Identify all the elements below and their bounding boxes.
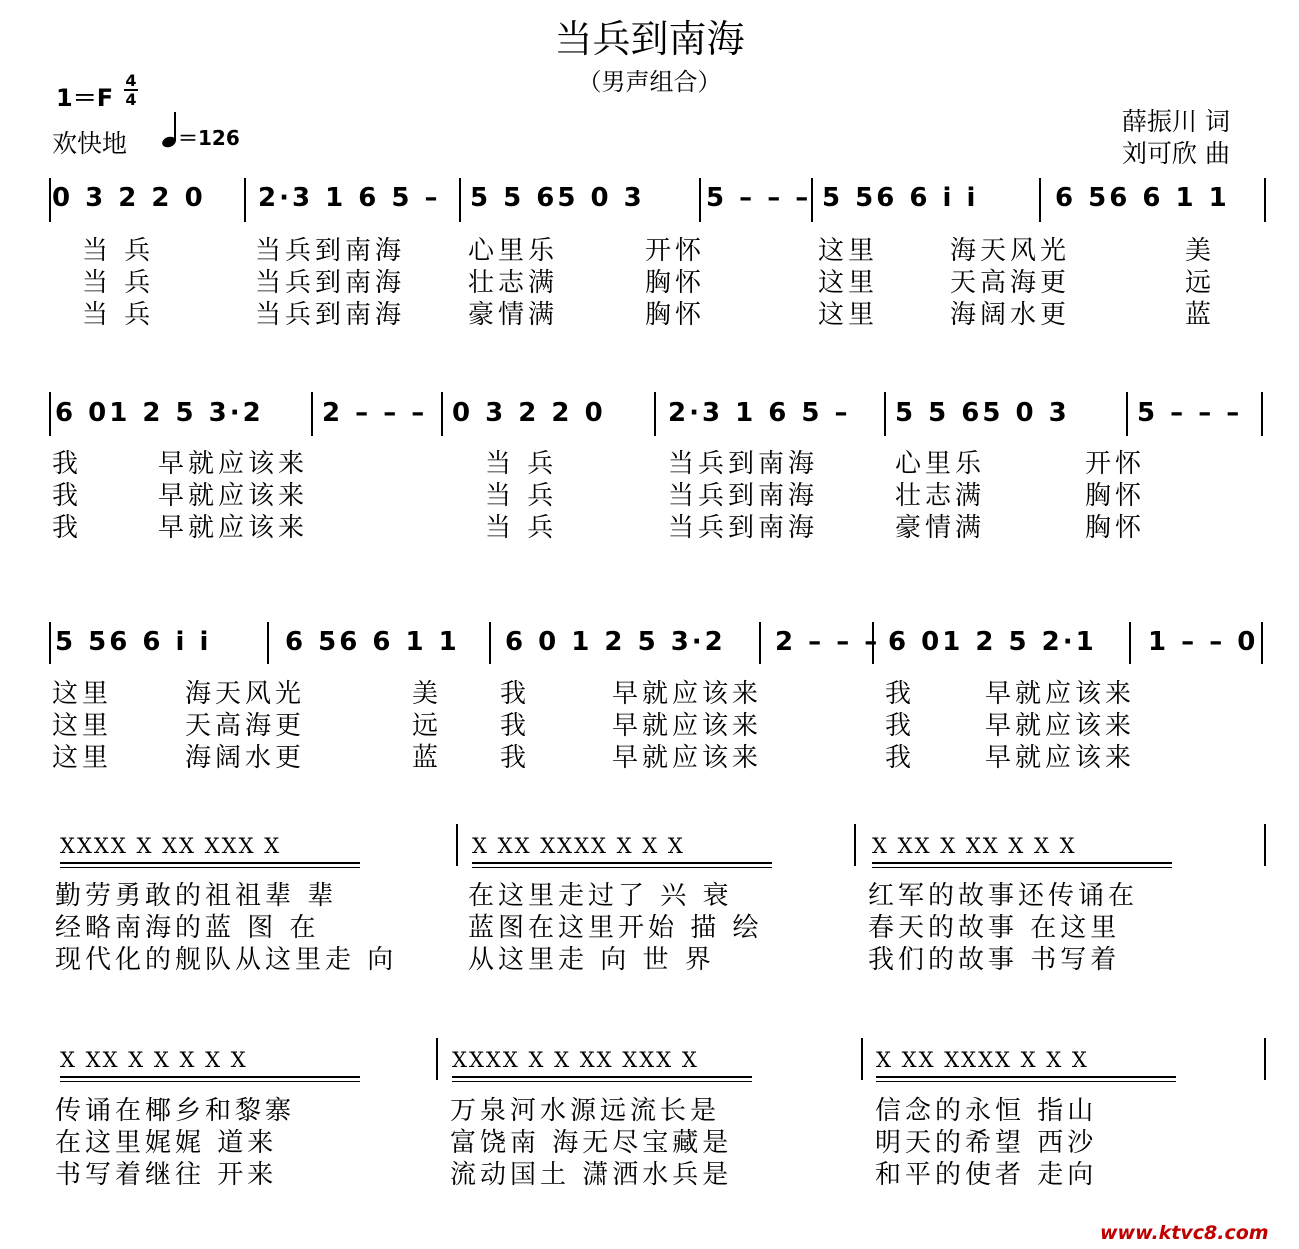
lyric-segment: 心里乐	[895, 449, 986, 479]
lyric-segment: 在这里娓娓 道来	[55, 1128, 278, 1158]
underline-beam	[452, 1076, 752, 1082]
measure-notes: 6 01 2 5 3·2	[55, 398, 264, 428]
lyric-segment: 我	[885, 743, 916, 773]
lyric-segment: 壮志满	[895, 481, 986, 511]
measure-notes: 5 – – –	[706, 183, 812, 213]
meter-top: 4	[125, 71, 137, 90]
lyric-segment: 胸怀	[645, 268, 706, 298]
lyric-segment: 这里	[52, 711, 113, 741]
lyric-segment: 我	[885, 679, 916, 709]
lyric-segment: 早就应该来	[158, 449, 309, 479]
lyric-segment: 当 兵	[82, 300, 155, 330]
key-signature: 1＝F	[56, 84, 114, 112]
composer-credit: 刘可欣 曲	[1122, 139, 1230, 168]
lyric-segment: 蓝	[412, 743, 443, 773]
lyric-segment: 明天的希望 西沙	[875, 1128, 1098, 1158]
lyric-segment: 我	[500, 679, 531, 709]
measure-notes: 6 56 6 1 1	[1055, 183, 1230, 213]
measure-notes: 6 0 1 2 5 3·2	[505, 627, 726, 657]
lyric-segment: 壮志满	[468, 268, 559, 298]
lyric-segment: 我	[52, 449, 83, 479]
lyric-segment: 蓝	[1185, 300, 1216, 330]
measure-notes: 0 3 2 2 0	[52, 183, 206, 213]
lyric-segment: 胸怀	[1085, 513, 1146, 543]
lyric-segment: 早就应该来	[158, 481, 309, 511]
lyric-segment: 当兵到南海	[255, 300, 406, 330]
underline-beam	[876, 1076, 1176, 1082]
lyric-segment: 当兵到南海	[668, 481, 819, 511]
page-title: 当兵到南海	[554, 17, 745, 61]
lyric-segment: 书写着继往 开来	[55, 1160, 278, 1190]
measure-notes: 2 – – –	[322, 398, 428, 428]
lyric-segment: 现代化的舰队从这里走 向	[55, 945, 398, 975]
subtitle: （男声组合）	[577, 68, 722, 96]
measure-notes: 5 56 6 i i	[822, 183, 979, 213]
lyric-segment: 在这里走过了 兴 衰	[468, 881, 733, 911]
lyric-segment: 勤劳勇敢的祖祖辈 辈	[55, 881, 338, 911]
lyric-segment: 胸怀	[645, 300, 706, 330]
lyric-segment: 胸怀	[1085, 481, 1146, 511]
lyric-segment: 天高海更	[185, 711, 306, 741]
lyric-segment: 我	[500, 711, 531, 741]
measure-notes: 0 3 2 2 0	[452, 398, 606, 428]
lyric-segment: 从这里走 向 世 界	[468, 945, 715, 975]
lyric-segment: 早就应该来	[612, 743, 763, 773]
lyric-segment: 当兵到南海	[255, 268, 406, 298]
lyric-segment: 这里	[52, 743, 113, 773]
lyric-segment: 我们的故事 书写着	[868, 945, 1121, 975]
tempo-value: ＝126	[178, 126, 240, 150]
lyric-segment: 我	[885, 711, 916, 741]
measure-notes: 2·3 1 6 5 –	[668, 398, 851, 428]
measure-notes: X XX X XX X X X	[872, 834, 1077, 858]
lyric-segment: 早就应该来	[985, 711, 1136, 741]
time-signature	[124, 72, 138, 108]
lyric-segment: 当 兵	[485, 481, 558, 511]
measure-notes: 2 – – –	[775, 627, 881, 657]
lyric-segment: 当兵到南海	[668, 449, 819, 479]
lyric-segment: 经略南海的蓝 图 在	[55, 913, 320, 943]
lyric-segment: 海阔水更	[185, 743, 306, 773]
measure-notes: X XX XXXX X X X	[876, 1048, 1089, 1072]
measure-notes: 1 – – 0	[1148, 627, 1259, 657]
lyric-segment: 心里乐	[468, 236, 559, 266]
underline-beam	[60, 862, 360, 868]
measure-notes: 5 – – –	[1137, 398, 1243, 428]
lyric-segment: 早就应该来	[612, 711, 763, 741]
lyric-segment: 红军的故事还传诵在	[868, 881, 1139, 911]
lyric-segment: 远	[412, 711, 443, 741]
measure-notes: 6 01 2 5 2·1	[888, 627, 1097, 657]
lyric-segment: 我	[52, 481, 83, 511]
lyric-segment: 当 兵	[485, 513, 558, 543]
measure-notes: 6 56 6 1 1	[285, 627, 460, 657]
lyric-segment: 开怀	[1085, 449, 1146, 479]
lyric-segment: 富饶南 海无尽宝藏是	[450, 1128, 733, 1158]
lyricist-credit: 薛振川 词	[1122, 107, 1230, 136]
lyric-segment: 开怀	[645, 236, 706, 266]
lyric-segment: 当兵到南海	[255, 236, 406, 266]
lyric-segment: 我	[52, 513, 83, 543]
lyric-segment: 当 兵	[485, 449, 558, 479]
lyric-segment: 美	[412, 679, 443, 709]
lyric-segment: 早就应该来	[612, 679, 763, 709]
lyric-segment: 和平的使者 走向	[875, 1160, 1098, 1190]
measure-notes: X XX X X X X X	[60, 1048, 248, 1072]
underline-beam	[60, 1076, 360, 1082]
lyric-segment: 天高海更	[950, 268, 1071, 298]
lyric-segment: 这里	[52, 679, 113, 709]
lyric-segment: 早就应该来	[985, 743, 1136, 773]
lyric-segment: 早就应该来	[985, 679, 1136, 709]
lyric-segment: 早就应该来	[158, 513, 309, 543]
lyric-segment: 海天风光	[950, 236, 1071, 266]
lyric-segment: 传诵在椰乡和黎寨	[55, 1096, 296, 1126]
meter-bottom: 4	[125, 90, 137, 109]
lyric-segment: 豪情满	[468, 300, 559, 330]
measure-notes: 5 56 6 i i	[55, 627, 212, 657]
tempo-marking: 欢快地	[52, 129, 128, 158]
lyric-segment: 流动国土 潇洒水兵是	[450, 1160, 733, 1190]
lyric-segment: 美	[1185, 236, 1216, 266]
lyric-segment: 春天的故事 在这里	[868, 913, 1121, 943]
measure-notes: XXXX X X XX XXX X	[452, 1048, 699, 1072]
lyric-segment: 我	[500, 743, 531, 773]
measure-notes: 2·3 1 6 5 –	[258, 183, 441, 213]
underline-beam	[872, 862, 1172, 868]
lyric-segment: 豪情满	[895, 513, 986, 543]
measure-notes: XXXX X XX XXX X	[60, 834, 282, 858]
lyric-segment: 海天风光	[185, 679, 306, 709]
measure-notes: X XX XXXX X X X	[472, 834, 685, 858]
lyric-segment: 当 兵	[82, 268, 155, 298]
lyric-segment: 这里	[818, 268, 879, 298]
lyric-segment: 远	[1185, 268, 1216, 298]
lyric-segment: 当兵到南海	[668, 513, 819, 543]
lyric-segment: 信念的永恒 指山	[875, 1096, 1098, 1126]
lyric-segment: 海阔水更	[950, 300, 1071, 330]
measure-notes: 5 5 65 0 3	[895, 398, 1070, 428]
lyric-segment: 这里	[818, 300, 879, 330]
lyric-segment: 当 兵	[82, 236, 155, 266]
lyric-segment: 蓝图在这里开始 描 绘	[468, 913, 763, 943]
lyric-segment: 这里	[818, 236, 879, 266]
underline-beam	[472, 862, 772, 868]
measure-notes: 5 5 65 0 3	[470, 183, 645, 213]
site-watermark: www.ktvc8.com	[1100, 1222, 1269, 1244]
lyric-segment: 万泉河水源远流长是	[450, 1096, 721, 1126]
